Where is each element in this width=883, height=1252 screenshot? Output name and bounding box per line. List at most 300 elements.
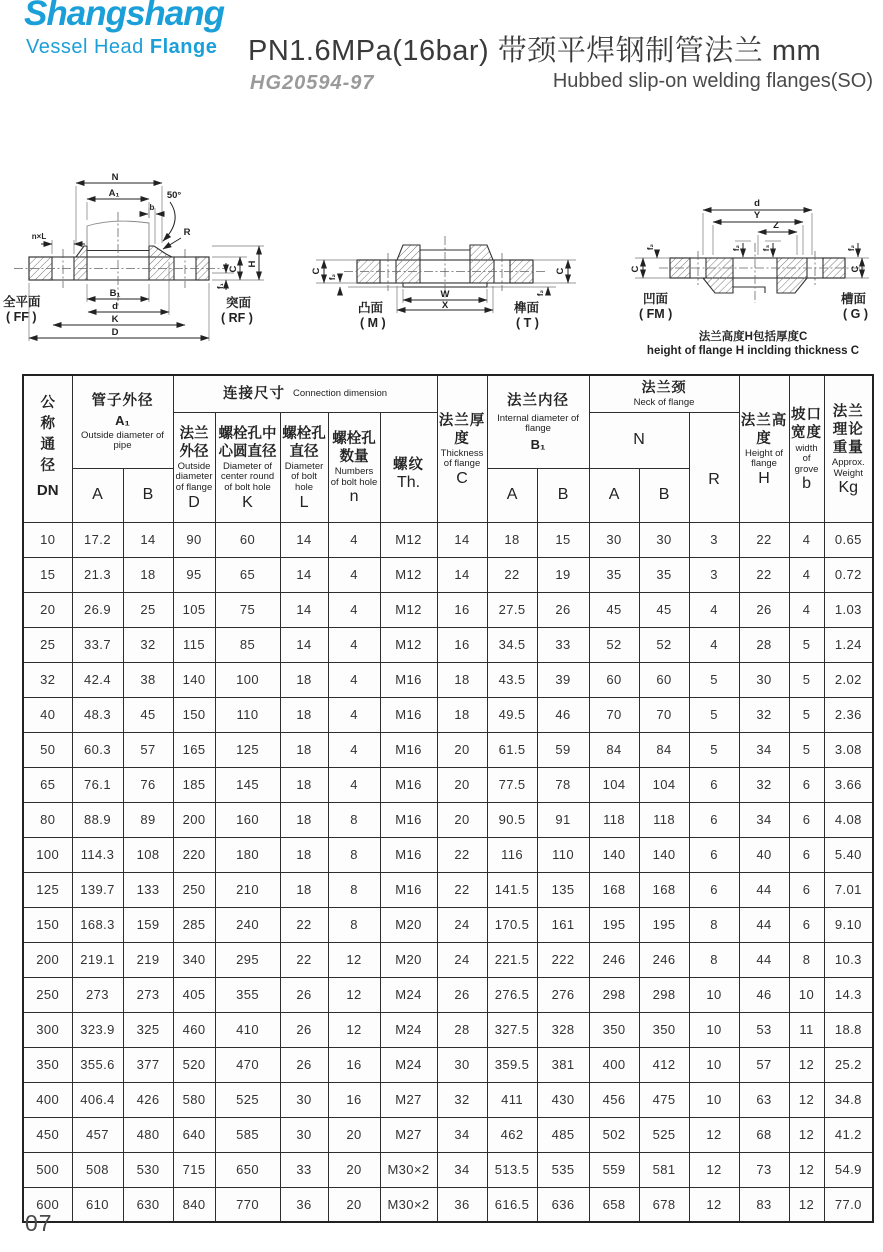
table-cell: 17.2 [72, 522, 123, 557]
table-cell: 12 [689, 1187, 739, 1222]
dim-label-f2-right: f₂ [847, 244, 856, 252]
table-cell: 470 [215, 1047, 280, 1082]
table-cell: 412 [639, 1047, 689, 1082]
table-cell: 525 [215, 1082, 280, 1117]
table-cell: 24 [437, 907, 487, 942]
table-cell: 3.66 [824, 767, 873, 802]
table-cell: M12 [380, 627, 437, 662]
col-header-neck-r: R [689, 412, 739, 522]
table-row [23, 1012, 873, 1047]
table-cell: 26 [739, 592, 789, 627]
table-cell: 678 [639, 1187, 689, 1222]
table-cell: 240 [215, 907, 280, 942]
table-cell: 10.3 [824, 942, 873, 977]
table-cell: 10 [789, 977, 824, 1012]
table-cell: 4 [328, 522, 380, 557]
table-cell: 41.2 [824, 1117, 873, 1152]
table-cell: 210 [215, 872, 280, 907]
table-cell: 33 [537, 627, 589, 662]
table-cell: 8 [328, 837, 380, 872]
table-cell: 500 [23, 1152, 72, 1187]
table-cell: 61.5 [487, 732, 537, 767]
table-cell: 26 [280, 1047, 328, 1082]
table-cell: 24 [437, 942, 487, 977]
table-cell: M20 [380, 907, 437, 942]
table-cell: 18 [280, 697, 328, 732]
table-cell: 6 [789, 837, 824, 872]
col-header-internal-b: B [537, 469, 589, 522]
table-cell: 12 [789, 1187, 824, 1222]
drawing-caption-en: height of flange H inclding thickness C [646, 345, 860, 357]
table-row [23, 1152, 873, 1187]
table-cell: 475 [639, 1082, 689, 1117]
table-cell: 7.01 [824, 872, 873, 907]
table-cell: 18 [123, 557, 173, 592]
table-cell: 4 [328, 627, 380, 662]
table-cell: 36 [280, 1187, 328, 1222]
table-row [23, 837, 873, 872]
table-cell: 46 [537, 697, 589, 732]
table-cell: 10 [689, 977, 739, 1012]
table-cell: 359.5 [487, 1047, 537, 1082]
table-cell: 770 [215, 1187, 280, 1222]
table-cell: 1.03 [824, 592, 873, 627]
table-cell: 2.02 [824, 662, 873, 697]
table-cell: 457 [72, 1117, 123, 1152]
table-cell: 14 [437, 522, 487, 557]
table-cell: 105 [173, 592, 215, 627]
table-cell: 22 [280, 942, 328, 977]
table-cell: 10 [23, 522, 72, 557]
table-cell: M27 [380, 1082, 437, 1117]
table-cell: 35 [639, 557, 689, 592]
table-cell: 20 [437, 802, 487, 837]
dim-label-D: D [111, 327, 119, 338]
table-cell: 16 [328, 1047, 380, 1082]
table-cell: 220 [173, 837, 215, 872]
col-header-bolt-dia: 螺栓孔直径 Diameter of bolt hole L [280, 412, 328, 522]
table-cell: 22 [437, 837, 487, 872]
table-cell: 5 [789, 662, 824, 697]
table-cell: 4 [328, 557, 380, 592]
table-cell: 32 [739, 767, 789, 802]
table-cell: 585 [215, 1117, 280, 1152]
table-cell: 377 [123, 1047, 173, 1082]
col-header-flange-od: 法兰外径 Outside diameter of flange D [173, 412, 215, 522]
col-header-thread: 螺纹 Th. [380, 412, 437, 522]
table-cell: 410 [215, 1012, 280, 1047]
flange-drawing-m-t [300, 200, 600, 360]
table-cell: 15 [23, 557, 72, 592]
table-cell: 15 [537, 522, 589, 557]
table-cell: 89 [123, 802, 173, 837]
table-cell: 90.5 [487, 802, 537, 837]
table-cell: 22 [437, 872, 487, 907]
table-cell: 27.5 [487, 592, 537, 627]
drawing-caption-zh: 法兰高度H包括厚度C [698, 331, 808, 343]
table-cell: 18 [280, 837, 328, 872]
table-cell: 54.9 [824, 1152, 873, 1187]
table-cell: 34.8 [824, 1082, 873, 1117]
table-cell: 145 [215, 767, 280, 802]
table-cell: 20 [328, 1187, 380, 1222]
table-cell: 39 [537, 662, 589, 697]
table-cell: 20 [328, 1152, 380, 1187]
table-cell: 16 [437, 627, 487, 662]
table-cell: 221.5 [487, 942, 537, 977]
face-label-g-code: ( G ) [843, 307, 868, 321]
table-cell: 35 [589, 557, 639, 592]
table-cell: 18 [437, 697, 487, 732]
table-cell: 135 [537, 872, 589, 907]
dim-label-X: X [441, 300, 449, 311]
table-cell: 159 [123, 907, 173, 942]
dim-label-C-left: C [630, 265, 641, 273]
table-cell: 25 [123, 592, 173, 627]
table-cell: 195 [589, 907, 639, 942]
table-cell: 36 [437, 1187, 487, 1222]
table-cell: 91 [537, 802, 589, 837]
col-header-dn [23, 375, 72, 522]
table-cell: 12 [328, 1012, 380, 1047]
table-cell: 4 [328, 662, 380, 697]
table-cell: 406.4 [72, 1082, 123, 1117]
col-header-neck: 法兰颈 Neck of flange [589, 375, 739, 412]
table-cell: 535 [537, 1152, 589, 1187]
table-cell: 18 [280, 872, 328, 907]
table-cell: 513.5 [487, 1152, 537, 1187]
table-cell: 118 [639, 802, 689, 837]
table-row [23, 872, 873, 907]
table-cell: M16 [380, 872, 437, 907]
table-cell: 295 [215, 942, 280, 977]
table-cell: 600 [23, 1187, 72, 1222]
table-cell: 219.1 [72, 942, 123, 977]
table-cell: 14.3 [824, 977, 873, 1012]
table-cell: 2.36 [824, 697, 873, 732]
table-cell: 426 [123, 1082, 173, 1117]
table-cell: 34 [739, 732, 789, 767]
dim-label-d: d [754, 198, 760, 209]
dim-label-f2-left: f₂ [328, 273, 337, 281]
col-header-thickness: 法兰厚度 Thickness of flange C [437, 375, 487, 522]
table-cell: 141.5 [487, 872, 537, 907]
table-cell: 4 [328, 732, 380, 767]
table-cell: 22 [739, 522, 789, 557]
table-cell: 125 [215, 732, 280, 767]
table-cell: 57 [123, 732, 173, 767]
table-cell: 520 [173, 1047, 215, 1082]
dn-label-zh: 公称通径 [40, 394, 55, 474]
table-cell: 80 [23, 802, 72, 837]
table-cell: 100 [23, 837, 72, 872]
table-cell: 18 [280, 802, 328, 837]
table-cell: M16 [380, 837, 437, 872]
dim-label-Y: Y [753, 210, 761, 221]
table-cell: 5 [789, 627, 824, 662]
col-header-neck-n: N [589, 412, 689, 469]
table-row [23, 522, 873, 557]
face-label-m-zh: 凸面 [358, 301, 384, 315]
table-cell: 52 [639, 627, 689, 662]
table-cell: 26.9 [72, 592, 123, 627]
table-cell: 298 [639, 977, 689, 1012]
table-cell: 28 [739, 627, 789, 662]
table-cell: 83 [739, 1187, 789, 1222]
table-cell: 49.5 [487, 697, 537, 732]
face-label-fm-code: ( FM ) [639, 307, 673, 321]
table-cell: 219 [123, 942, 173, 977]
table-cell: 327.5 [487, 1012, 537, 1047]
table-cell: M30×2 [380, 1152, 437, 1187]
dim-label-f3: f₃ [762, 244, 771, 252]
table-cell: M16 [380, 802, 437, 837]
table-cell: 88.9 [72, 802, 123, 837]
table-cell: 200 [173, 802, 215, 837]
page-number: 07 [25, 1210, 53, 1236]
table-cell: M12 [380, 557, 437, 592]
table-cell: M16 [380, 662, 437, 697]
table-cell: 43.5 [487, 662, 537, 697]
table-cell: 5.40 [824, 837, 873, 872]
table-cell: M16 [380, 697, 437, 732]
table-cell: 25 [23, 627, 72, 662]
table-cell: 222 [537, 942, 589, 977]
table-cell: 32 [23, 662, 72, 697]
table-cell: 6 [789, 767, 824, 802]
table-cell: 640 [173, 1117, 215, 1152]
table-cell: M20 [380, 942, 437, 977]
table-cell: 78 [537, 767, 589, 802]
table-cell: 104 [589, 767, 639, 802]
table-cell: 14 [280, 522, 328, 557]
face-label-fm-zh: 凹面 [643, 292, 669, 306]
col-header-height: 法兰高度 Height of flange H [739, 375, 789, 522]
dim-label-d: d [112, 301, 118, 312]
table-cell: 48.3 [72, 697, 123, 732]
table-cell: 40 [23, 697, 72, 732]
table-cell: 84 [589, 732, 639, 767]
col-header-neck-b: B [639, 469, 689, 522]
table-cell: 8 [328, 907, 380, 942]
table-cell: 160 [215, 802, 280, 837]
table-cell: 60 [639, 662, 689, 697]
table-cell: 840 [173, 1187, 215, 1222]
col-header-internal-a: A [487, 469, 537, 522]
dim-label-f1: f₁ [216, 283, 225, 289]
table-cell: 45 [123, 697, 173, 732]
table-cell: 161 [537, 907, 589, 942]
table-cell: 34 [437, 1117, 487, 1152]
table-cell: 462 [487, 1117, 537, 1152]
flange-dimension-table [22, 374, 874, 1223]
table-cell: 250 [173, 872, 215, 907]
table-cell: 140 [639, 837, 689, 872]
table-row [23, 1117, 873, 1152]
table-cell: 14 [123, 522, 173, 557]
dn-label-code: DN [36, 481, 59, 499]
table-cell: 110 [537, 837, 589, 872]
table-cell: 1.24 [824, 627, 873, 662]
table-cell: 381 [537, 1047, 589, 1082]
table-cell: 110 [215, 697, 280, 732]
table-cell: 140 [173, 662, 215, 697]
dim-label-A1: A₁ [108, 188, 120, 199]
table-body [23, 522, 873, 1222]
table-cell: 18 [437, 662, 487, 697]
table-cell: 3 [689, 522, 739, 557]
table-cell: 11 [789, 1012, 824, 1047]
table-cell: 650 [215, 1152, 280, 1187]
table-cell: 12 [689, 1152, 739, 1187]
table-cell: 38 [123, 662, 173, 697]
table-cell: 26 [280, 977, 328, 1012]
table-cell: 60 [589, 662, 639, 697]
face-label-ff-code: ( FF ) [6, 310, 37, 324]
table-cell: 168 [639, 872, 689, 907]
col-header-bolt-circle: 螺栓孔中心圆直径 Diameter of center round of bolt hole K [215, 412, 280, 522]
table-cell: 30 [280, 1082, 328, 1117]
dim-label-f2: f₂ [732, 244, 741, 252]
table-row [23, 977, 873, 1012]
table-cell: 4 [328, 697, 380, 732]
col-header-pipe-a: A [72, 469, 123, 522]
table-cell: 285 [173, 907, 215, 942]
table-cell: 4 [789, 592, 824, 627]
table-cell: 85 [215, 627, 280, 662]
table-cell: 44 [739, 872, 789, 907]
table-cell: 400 [589, 1047, 639, 1082]
face-label-t-code: ( T ) [516, 316, 539, 330]
table-cell: 580 [173, 1082, 215, 1117]
table-cell: 350 [639, 1012, 689, 1047]
table-cell: 10 [689, 1047, 739, 1082]
table-cell: 559 [589, 1152, 639, 1187]
table-cell: 22 [280, 907, 328, 942]
table-cell: 25.2 [824, 1047, 873, 1082]
table-cell: 32 [437, 1082, 487, 1117]
table-cell: 20 [23, 592, 72, 627]
table-row [23, 942, 873, 977]
table-cell: 76.1 [72, 767, 123, 802]
table-cell: 45 [639, 592, 689, 627]
table-cell: 460 [173, 1012, 215, 1047]
table-cell: 84 [639, 732, 689, 767]
table-cell: 115 [173, 627, 215, 662]
table-cell: 5 [689, 662, 739, 697]
table-cell: 276 [537, 977, 589, 1012]
table-cell: 59 [537, 732, 589, 767]
table-cell: 350 [23, 1047, 72, 1082]
table-cell: 12 [328, 942, 380, 977]
dim-label-R: R [183, 227, 191, 238]
dim-label-C: C [228, 265, 239, 273]
table-row [23, 907, 873, 942]
table-cell: 22 [739, 557, 789, 592]
table-cell: 68 [739, 1117, 789, 1152]
table-cell: M12 [380, 592, 437, 627]
table-cell: 9.10 [824, 907, 873, 942]
table-row [23, 592, 873, 627]
table-cell: 4 [689, 627, 739, 662]
table-cell: 77.5 [487, 767, 537, 802]
table-cell: 16 [437, 592, 487, 627]
table-cell: 18 [280, 732, 328, 767]
table-cell: 95 [173, 557, 215, 592]
table-cell: 300 [23, 1012, 72, 1047]
table-cell: 8 [328, 872, 380, 907]
table-cell: 57 [739, 1047, 789, 1082]
logo-tagline: Vessel Head Flange [26, 36, 218, 58]
table-cell: 33.7 [72, 627, 123, 662]
table-cell: 4 [328, 767, 380, 802]
dim-label-H: H [247, 260, 258, 268]
table-cell: 450 [23, 1117, 72, 1152]
table-cell: 5 [789, 697, 824, 732]
face-label-g-zh: 槽面 [841, 292, 867, 306]
table-cell: 20 [437, 767, 487, 802]
table-cell: M24 [380, 1047, 437, 1082]
standard-number: HG20594-97 [250, 72, 375, 94]
table-cell: 30 [589, 522, 639, 557]
table-cell: 4.08 [824, 802, 873, 837]
table-cell: M16 [380, 732, 437, 767]
table-cell: 70 [639, 697, 689, 732]
dim-label-b: b [149, 203, 155, 212]
table-cell: 32 [739, 697, 789, 732]
table-cell: 116 [487, 837, 537, 872]
table-cell: 28 [437, 1012, 487, 1047]
dim-label-N: N [111, 172, 119, 183]
table-cell: 6 [689, 767, 739, 802]
table-cell: 12 [789, 1082, 824, 1117]
table-cell: 168.3 [72, 907, 123, 942]
table-cell: 12 [789, 1117, 824, 1152]
table-cell: 4 [689, 592, 739, 627]
table-cell: 355 [215, 977, 280, 1012]
table-cell: 5 [689, 697, 739, 732]
table-cell: 195 [639, 907, 689, 942]
table-cell: 3.08 [824, 732, 873, 767]
table-cell: 456 [589, 1082, 639, 1117]
table-cell: 5 [689, 732, 739, 767]
face-label-ff-zh: 全平面 [3, 295, 41, 309]
table-cell: 325 [123, 1012, 173, 1047]
face-label-rf-code: ( RF ) [221, 311, 253, 325]
table-cell: 45 [589, 592, 639, 627]
col-header-groove: 坡口宽度 width of grove b [789, 375, 824, 522]
table-cell: 246 [639, 942, 689, 977]
table-cell: 485 [537, 1117, 589, 1152]
table-cell: 4 [328, 592, 380, 627]
table-cell: 0.65 [824, 522, 873, 557]
table-cell: M30×2 [380, 1187, 437, 1222]
logo-name: Shangshang [24, 0, 225, 33]
table-cell: M24 [380, 1012, 437, 1047]
table-cell: 26 [280, 1012, 328, 1047]
face-label-t-zh: 榫面 [514, 301, 540, 315]
table-cell: 14 [437, 557, 487, 592]
table-row [23, 1047, 873, 1082]
table-cell: 6 [789, 872, 824, 907]
table-cell: 100 [215, 662, 280, 697]
face-label-m-code: ( M ) [360, 316, 386, 330]
dim-label-f2-right: f₂ [536, 289, 545, 297]
table-cell: 400 [23, 1082, 72, 1117]
table-cell: 14 [280, 627, 328, 662]
table-cell: 108 [123, 837, 173, 872]
page-subtitle-en: Hubbed slip-on welding flanges(SO) [552, 70, 873, 92]
